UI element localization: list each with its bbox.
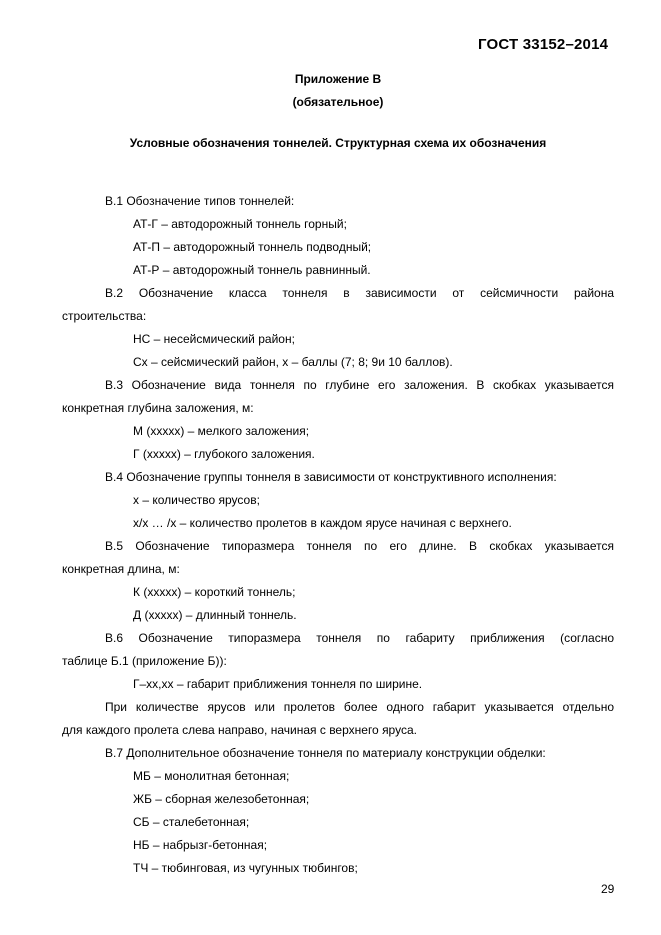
annex-title: Приложение В (294, 72, 382, 86)
list-item: Д (ххххх) – длинный тоннель. (133, 608, 297, 622)
list-item: Г (ххххх) – глубокого заложения. (133, 447, 315, 461)
list-item: НС – несейсмический район; (133, 332, 295, 346)
clause-b2-line1: В.2 Обозначение класса тоннеля в зависимости от сейсмичности района (105, 286, 614, 300)
list-item: МБ – монолитная бетонная; (133, 769, 290, 783)
list-item: НБ – набрызг-бетонная; (133, 838, 268, 852)
clause-b4-heading: В.4 Обозначение группы тоннеля в зависимости от конструктивного исполнения: (105, 470, 557, 484)
list-item: Г–хх,хх – габарит приближения тоннеля по ширине. (133, 677, 423, 691)
clause-b2-line2: строительства: (62, 309, 147, 323)
clause-b5-line2: конкретная длина, м: (62, 562, 180, 576)
clause-b3-line1: В.3 Обозначение вида тоннеля по глубине его заложения. В скобках указывается (105, 378, 614, 392)
clause-b6-line1: В.6 Обозначение типоразмера тоннеля по габариту приближения (согласно (105, 631, 614, 645)
clause-b1-heading: В.1 Обозначение типов тоннелей: (105, 194, 295, 208)
list-item: АТ-П – автодорожный тоннель подводный; (133, 240, 372, 254)
clause-b5-line1: В.5 Обозначение типоразмера тоннеля по его длине. В скобках указывается (105, 539, 614, 553)
list-item: х/х … /х – количество пролетов в каждом ярусе начиная с верхнего. (133, 516, 512, 530)
page-number: 29 (601, 882, 615, 896)
clause-b6-note-line1: При количестве ярусов или пролетов более одного габарит указывается отдельно (105, 700, 614, 714)
list-item: СБ – сталебетонная; (133, 815, 250, 829)
clause-b7-heading: В.7 Дополнительное обозначение тоннеля по материалу конструкции обделки: (105, 746, 546, 760)
clause-b6-line2: таблице Б.1 (приложение Б)): (62, 654, 227, 668)
list-item: АТ-Г – автодорожный тоннель горный; (133, 217, 347, 231)
section-heading: Условные обозначения тоннелей. Структурная схема их обозначения (129, 136, 547, 150)
list-item: АТ-Р – автодорожный тоннель равнинный. (133, 263, 371, 277)
list-item: К (ххххх) – короткий тоннель; (133, 585, 296, 599)
list-item: М (ххххх) – мелкого заложения; (133, 424, 310, 438)
clause-b6-note-line2: для каждого пролета слева направо, начиная с верхнего яруса. (62, 723, 417, 737)
list-item: Сх – сейсмический район, х – баллы (7; 8; 9и 10 баллов). (133, 355, 453, 369)
document-code: ГОСТ 33152–2014 (478, 36, 609, 53)
annex-status: (обязательное) (292, 95, 384, 109)
list-item: ТЧ – тюбинговая, из чугунных тюбингов; (133, 861, 358, 875)
list-item: х – количество ярусов; (133, 493, 260, 507)
clause-b3-line2: конкретная глубина заложения, м: (62, 401, 254, 415)
list-item: ЖБ – сборная железобетонная; (133, 792, 310, 806)
